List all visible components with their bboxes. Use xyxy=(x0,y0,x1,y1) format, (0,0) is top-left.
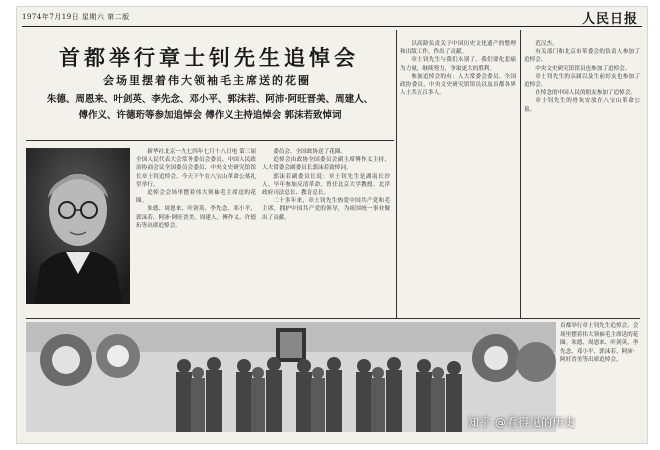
photo-caption: 首都举行章士钊先生追悼会。会场里摆着伟大领袖毛主席送的花圈。朱德、周恩来、叶剑英、李先念、邓小平、郭沫若、阿沛·阿旺晋美等出席追悼会。 xyxy=(560,323,639,363)
paragraph: 有关部门和北京市革委会的负责人参加了追悼会。 xyxy=(524,49,640,64)
watermark: 知乎 @看得见的历史 xyxy=(468,416,576,429)
masthead xyxy=(22,8,642,27)
paragraph: 追悼会会场里摆着伟大领袖毛主席送的花圈。 xyxy=(136,190,256,205)
headline-divider xyxy=(26,140,394,141)
text-column-1 xyxy=(136,148,256,316)
attendees-block xyxy=(26,92,394,124)
text-column-3 xyxy=(400,40,516,316)
paragraph: 二十多年来，章士钊先生热爱中国共产党和毛主席，拥护中国共产党的领导，为祖国统一事业做出了贡献。 xyxy=(262,198,390,221)
paragraph: 章士钊先生的亲属以及生前好友也参加了追悼会。 xyxy=(524,73,640,89)
paragraph: 郭沫若副委员长说：章士钊先生是湖南长沙人。早年参加反清革命，曾任北京大学教授、北洋政府司法总长、教育总长。 xyxy=(262,173,390,197)
paragraph: 范汉杰。 xyxy=(535,41,558,47)
column-divider xyxy=(396,30,397,318)
paragraph: 章士钊先生与我们永别了。我们要化悲痛为力量，继续努力，争取更大的胜利。 xyxy=(400,57,516,72)
attendees-line-1: 朱德、周恩来、叶剑英、李先念、邓小平、郭沫若、阿沛·阿旺晋美、周建人、 xyxy=(46,94,374,105)
paragraph: 新华社北京一九七四年七月十八日电 第三届全国人民代表大会常务委员会委员、中国人民政治协商会议全国委员会委员、中央文史研究馆馆长章士钊追悼会，今天下午在八宝山革命公墓礼堂举行。 xyxy=(136,149,256,188)
photo-divider xyxy=(26,318,640,319)
article-subheadline: 会场里摆着伟大领袖毛主席送的花圈 xyxy=(103,74,311,87)
article-headline: 首都举行章士钊先生追悼会 xyxy=(59,45,359,70)
paragraph: 朱德、周恩来、叶剑英、李先念、邓小平、郭沫若、阿沛·阿旺晋美、周建人、傅作义、许德珩等出席追悼会。 xyxy=(136,206,256,229)
text-column-4 xyxy=(524,40,640,316)
paragraph: 追悼会由政协全国委员会副主席傅作义主持，人大常委会副委员长郭沫若致悼词。 xyxy=(262,157,390,172)
issue-date: 1974年7月19日 星期六 第二版 xyxy=(22,13,130,21)
paragraph: 在悼念的中国人民的朋友参加了追悼会。 xyxy=(535,90,636,97)
text-column-2 xyxy=(262,148,390,316)
portrait-photo xyxy=(26,148,130,304)
paragraph: 以高龄负责关于中国历史文化遗产的整理和出版工作，作出了贡献。 xyxy=(400,41,516,56)
paragraph: 委员会、全国政协送了花圈。 xyxy=(273,149,346,155)
column-divider xyxy=(520,30,521,318)
paragraph: 中央文史研究馆馆员也参加了追悼会。 xyxy=(535,65,631,72)
paragraph: 参加追悼会的有：人大常委会委员、全国政协委员、中央文史研究馆馆员以及首都各界人士共五百多人。 xyxy=(400,73,516,97)
attendees-line-2: 傅作义、许德珩等参加追悼会 傅作义主持追悼会 郭沫若致悼词 xyxy=(78,110,342,121)
paragraph: 章士钊先生的骨灰安放在八宝山革命公墓。 xyxy=(524,98,640,113)
newspaper-name: 人民日报 xyxy=(581,12,638,27)
